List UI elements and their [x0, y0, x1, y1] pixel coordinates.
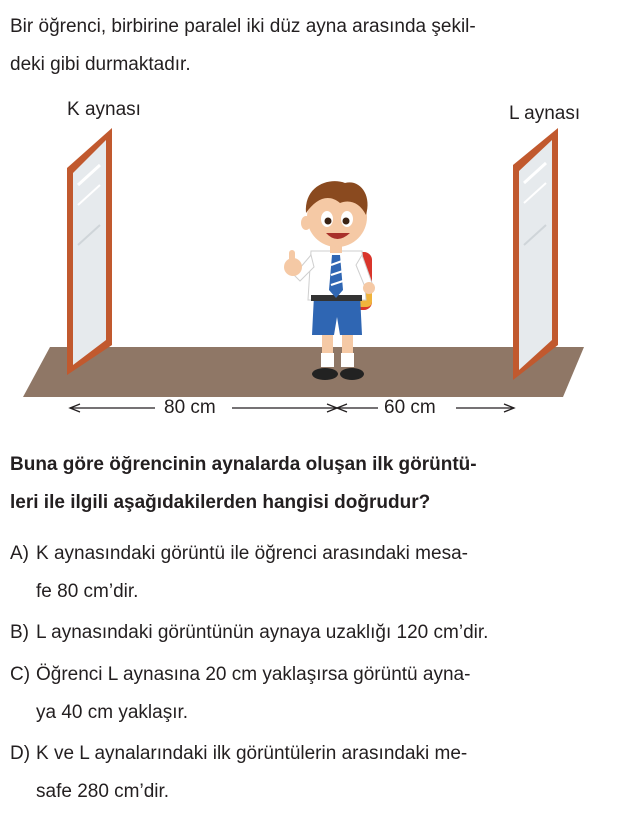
option-text-line-1: K aynasındaki görüntü ile öğrenci arasındaki mesa-	[36, 543, 468, 564]
mirror-k	[67, 128, 112, 375]
option-text-line-1: Öğrenci L aynasına 20 cm yaklaşırsa görüntü ayna-	[36, 664, 471, 685]
option-text-line-1: L aynasındaki görüntünün aynaya uzaklığı 120 cm’dir.	[36, 622, 489, 643]
mirror-l-label: L aynası	[509, 103, 581, 124]
option-text-line-2: fe 80 cm’dir.	[36, 581, 139, 602]
intro-line-2: deki gibi durmaktadır.	[10, 54, 191, 75]
option-letter: B)	[10, 622, 29, 643]
option-d	[10, 741, 468, 802]
option-c	[10, 662, 471, 723]
option-text-line-1: K ve L aynalarındaki ilk görüntülerin arasındaki me-	[36, 743, 468, 764]
distance-right-label: 60 cm	[384, 397, 436, 418]
mirror-k-label: K aynası	[67, 99, 141, 120]
mirror-scene	[0, 95, 618, 425]
option-text-line-2: safe 280 cm’dir.	[36, 781, 170, 802]
mirror-figure	[0, 95, 618, 425]
option-a	[10, 541, 468, 602]
question-line-1: Buna göre öğrencinin aynalarda oluşan ilk görüntü-	[10, 454, 477, 475]
mirror-l	[513, 128, 558, 380]
option-letter: D)	[10, 743, 31, 764]
distance-left-label: 80 cm	[164, 397, 216, 418]
option-text-line-2: ya 40 cm yaklaşır.	[36, 702, 189, 723]
option-letter: A)	[10, 543, 29, 564]
floor	[23, 347, 584, 397]
intro-line-1: Bir öğrenci, birbirine paralel iki düz ayna arasında şekil-	[10, 16, 476, 37]
question-line-2: leri ile ilgili aşağıdakilerden hangisi doğrudur?	[10, 492, 431, 513]
option-b	[10, 620, 488, 646]
option-letter: C)	[10, 664, 31, 685]
